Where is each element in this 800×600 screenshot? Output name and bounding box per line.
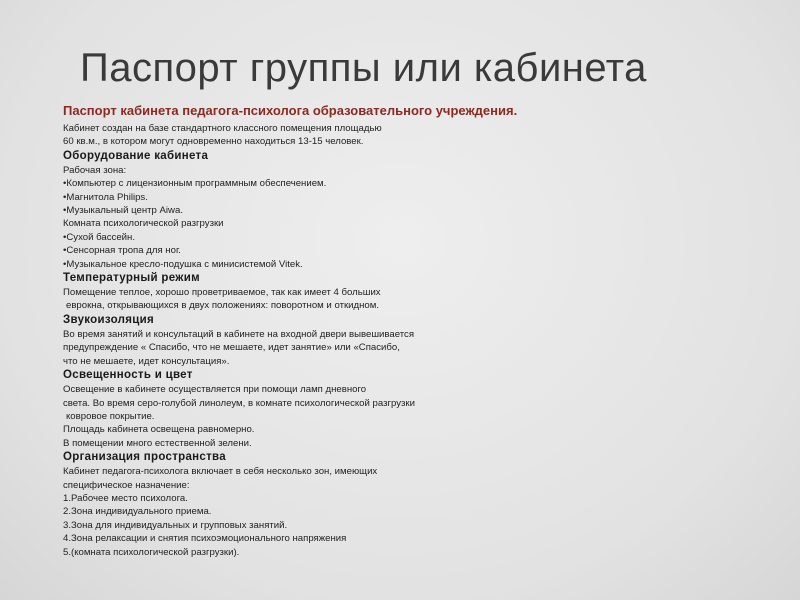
section-heading-lighting: Освещенность и цвет [63, 369, 193, 382]
slide-content [63, 102, 663, 559]
section-line: Помещение теплое, хорошо проветриваемое, так как имеет 4 больших [63, 287, 381, 299]
section-line: что не мешаете, идет консультация». [63, 355, 230, 367]
section-line: Кабинет педагога-психолога включает в себя несколько зон, имеющих [63, 466, 378, 478]
section-line: Площадь кабинета освещена равномерно. [63, 424, 255, 436]
section-line: 2.Зона индивидуального приема. [63, 506, 212, 518]
section-line: 4.Зона релаксации и снятия психоэмоционального напряжения [63, 533, 347, 545]
section-heading-temperature: Температурный режим [63, 272, 200, 285]
section-line: •Магнитола Philips. [63, 191, 148, 203]
section-line: света. Во время серо-голубой линолеум, в комнате психологической разгрузки [63, 397, 415, 409]
slide-subtitle: Паспорт кабинета педагога-психолога образовательного учреждения. [63, 103, 518, 118]
section-line: Комната психологической разгрузки [63, 218, 224, 230]
slide-title: Паспорт группы или кабинета [80, 46, 647, 90]
section-line: 1.Рабочее место психолога. [63, 492, 188, 504]
section-line: Во время занятий и консультаций в кабинете на входной двери вывешивается [63, 328, 415, 340]
section-line: В помещении много естественной зелени. [63, 437, 252, 449]
section-heading-soundproofing: Звукоизоляция [63, 313, 155, 326]
section-line: специфическое назначение: [63, 479, 190, 491]
section-line: •Сухой бассейн. [63, 231, 135, 243]
intro-line: 60 кв.м., в котором могут одновременно находиться 13-15 человек. [63, 136, 364, 148]
section-line: предупреждение « Спасибо, что не мешаете, идет занятие» или «Спасибо, [63, 342, 400, 354]
section-line: •Музыкальное кресло-подушка с минисистемой Vitek. [63, 258, 303, 270]
section-line: •Компьютер с лицензионным программным обеспечением. [63, 178, 327, 190]
section-line: •Сенсорная тропа для ног. [63, 245, 181, 257]
section-line: 3.Зона для индивидуальных и групповых занятий. [63, 519, 288, 531]
section-line: 5.(комната психологической разгрузки). [63, 546, 240, 558]
section-heading-space: Организация пространства [63, 451, 226, 464]
intro-line: Кабинет создан на базе стандартного классного помещения площадью [63, 123, 382, 134]
section-line: •Музыкальный центр Aiwa. [63, 205, 183, 217]
section-heading-equipment: Оборудование кабинета [63, 149, 209, 162]
section-line: Освещение в кабинете осуществляется при помощи ламп дневного [63, 384, 367, 396]
section-line: Рабочая зона: [63, 164, 127, 176]
section-line: ковровое покрытие. [66, 410, 155, 422]
section-line: еврокна, открывающихся в двух положениях: поворотном и откидном. [66, 300, 380, 312]
